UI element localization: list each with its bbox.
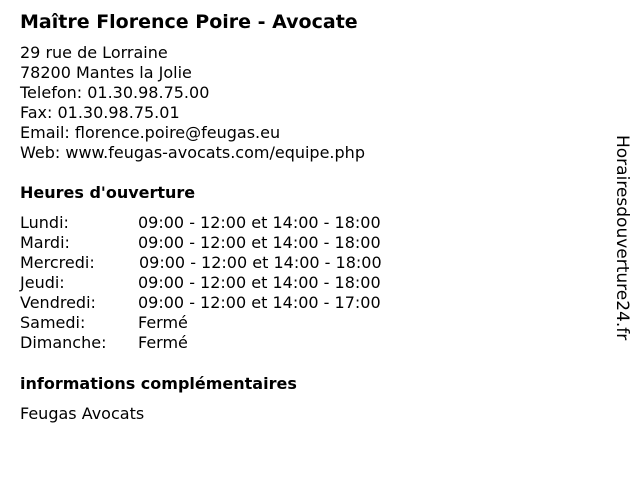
day-label: Lundi: bbox=[20, 213, 69, 232]
page-title: Maître Florence Poire - Avocate bbox=[20, 11, 358, 33]
hours-row-sunday bbox=[20, 333, 440, 353]
hours-row-tuesday bbox=[20, 233, 440, 253]
website-url: Web: www.feugas-avocats.com/equipe.php bbox=[20, 143, 365, 162]
address-city: 78200 Mantes la Jolie bbox=[20, 63, 192, 82]
time-value: Fermé bbox=[138, 333, 188, 352]
time-value: 09:00 - 12:00 et 14:00 - 17:00 bbox=[138, 293, 381, 312]
email-address: Email: florence.poire@feugas.eu bbox=[20, 123, 281, 142]
fax-number: Fax: 01.30.98.75.01 bbox=[20, 103, 180, 122]
address-street: 29 rue de Lorraine bbox=[20, 43, 168, 62]
extra-info-text: Feugas Avocats bbox=[20, 404, 145, 423]
site-watermark: Horairesdouverture24.fr bbox=[612, 135, 632, 341]
day-label: Jeudi: bbox=[20, 273, 65, 292]
opening-hours-table bbox=[20, 213, 440, 353]
phone-number: Telefon: 01.30.98.75.00 bbox=[20, 83, 210, 102]
hours-row-monday bbox=[20, 213, 440, 233]
hours-row-friday bbox=[20, 293, 440, 313]
contact-block bbox=[20, 43, 365, 163]
time-value: 09:00 - 12:00 et 14:00 - 18:00 bbox=[138, 213, 381, 232]
day-label: Samedi: bbox=[20, 313, 86, 332]
hours-row-wednesday bbox=[20, 253, 440, 273]
hours-row-saturday bbox=[20, 313, 440, 333]
day-label: Mercredi: bbox=[20, 253, 95, 272]
time-value: 09:00 - 12:00 et 14:00 - 18:00 bbox=[138, 233, 381, 252]
day-label: Dimanche: bbox=[20, 333, 107, 352]
hours-row-thursday bbox=[20, 273, 440, 293]
extra-info-heading: informations complémentaires bbox=[20, 374, 297, 393]
day-label: Mardi: bbox=[20, 233, 70, 252]
time-value: 09:00 - 12:00 et 14:00 - 18:00 bbox=[138, 273, 381, 292]
day-label: Vendredi: bbox=[20, 293, 96, 312]
hours-heading: Heures d'ouverture bbox=[20, 183, 196, 202]
time-value: Fermé bbox=[138, 313, 188, 332]
time-value: 09:00 - 12:00 et 14:00 - 18:00 bbox=[139, 253, 382, 272]
